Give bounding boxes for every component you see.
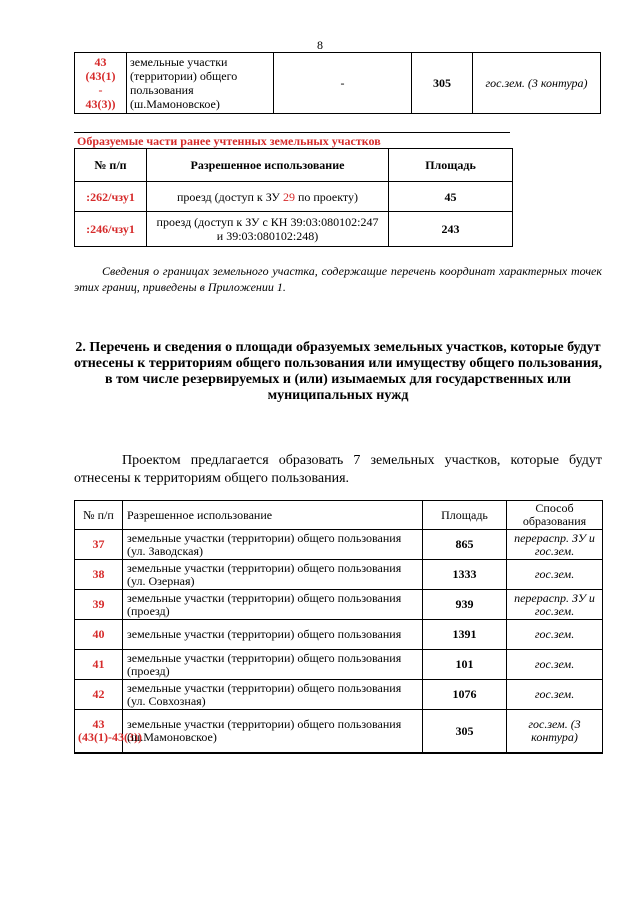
area-value: 865 bbox=[423, 530, 507, 560]
formation-method: гос.зем. bbox=[507, 560, 603, 590]
table-header-row bbox=[75, 149, 513, 182]
area-value: 243 bbox=[389, 212, 513, 247]
area-value: 45 bbox=[389, 182, 513, 212]
table-row bbox=[75, 710, 603, 754]
permitted-use: земельные участки (территории) общего пользования (ш.Мамоновское) bbox=[127, 53, 274, 114]
header-use: Разрешенное использование bbox=[123, 501, 423, 530]
row-number: 42 bbox=[75, 680, 123, 710]
table-header-row bbox=[75, 501, 603, 530]
row-number: :246/чзу1 bbox=[75, 212, 147, 247]
row-number: 41 bbox=[75, 650, 123, 680]
formation-method: перераспр. ЗУ и гос.зем. bbox=[507, 590, 603, 620]
row-number: 43 (43(1) - 43(3)) bbox=[75, 53, 127, 114]
plots-table bbox=[74, 500, 603, 754]
permitted-use: земельные участки (территории) общего пользования (ул. Озерная) bbox=[123, 560, 423, 590]
formation-method: перераспр. ЗУ и гос.зем. bbox=[507, 530, 603, 560]
area-value: 1391 bbox=[423, 620, 507, 650]
area-value: 939 bbox=[423, 590, 507, 620]
formation-method: гос.зем. bbox=[507, 620, 603, 650]
header-num: № п/п bbox=[75, 149, 147, 182]
header-area: Площадь bbox=[423, 501, 507, 530]
table-row bbox=[75, 590, 603, 620]
top-table bbox=[74, 52, 601, 114]
section-title: 2. Перечень и сведения о площади образуемых земельных участков, которые будут отнесены к территориям общего пользования или имуществу общего пользования, в том числе резервируемых и (или) изымаемых для государственных или муниципальных нужд bbox=[74, 340, 602, 403]
permitted-use: земельные участки (территории) общего пользования (ул. Совхозная) bbox=[123, 680, 423, 710]
parts-table bbox=[74, 148, 513, 247]
row-number: 40 bbox=[75, 620, 123, 650]
formation-method: гос.зем. (3 контура) bbox=[473, 53, 601, 114]
plot-reference: 29 bbox=[282, 189, 295, 204]
header-num: № п/п bbox=[75, 501, 123, 530]
table-row bbox=[75, 212, 513, 247]
header-method: Способ образования bbox=[507, 501, 603, 530]
area-value: 305 bbox=[412, 53, 473, 114]
table-row bbox=[75, 530, 603, 560]
permitted-use: проезд (доступ к ЗУ с КН 39:03:080102:247 и 39:03:080102:248) bbox=[147, 212, 389, 247]
table-row bbox=[75, 680, 603, 710]
intro-paragraph: Проектом предлагается образовать 7 земельных участков, которые будут отнесены к территориям общего пользования. bbox=[74, 453, 602, 486]
area-value: 1076 bbox=[423, 680, 507, 710]
table-row bbox=[75, 182, 513, 212]
formation-method: гос.зем. (3 контура) bbox=[507, 710, 603, 754]
formation-method: гос.зем. bbox=[507, 650, 603, 680]
area-value: 1333 bbox=[423, 560, 507, 590]
dash-cell: - bbox=[274, 53, 412, 114]
row-number: 39 bbox=[75, 590, 123, 620]
permitted-use: земельные участки (территории) общего пользования bbox=[123, 620, 423, 650]
area-value: 101 bbox=[423, 650, 507, 680]
formation-method: гос.зем. bbox=[507, 680, 603, 710]
page-number: 8 bbox=[317, 38, 323, 52]
table-row bbox=[75, 560, 603, 590]
row-number: 43 (43(1)-43(3)) bbox=[75, 710, 123, 754]
row-number: :262/чзу1 bbox=[75, 182, 147, 212]
table-row bbox=[75, 650, 603, 680]
permitted-use: проезд (доступ к ЗУ 29 по проекту) bbox=[147, 182, 389, 212]
row-number: 38 bbox=[75, 560, 123, 590]
table-row bbox=[75, 53, 601, 114]
area-value: 305 bbox=[423, 710, 507, 754]
permitted-use: земельные участки (территории) общего пользования (ш.Мамоновское) bbox=[123, 710, 423, 754]
header-area: Площадь bbox=[389, 149, 513, 182]
table-row bbox=[75, 620, 603, 650]
parts-table-title: Образуемые части ранее учтенных земельных участков bbox=[74, 132, 510, 148]
coordinates-note: Сведения о границах земельного участка, содержащие перечень координат характерных точек этих границ, приведены в Приложении 1. bbox=[74, 264, 602, 294]
row-number: 37 bbox=[75, 530, 123, 560]
permitted-use: земельные участки (территории) общего пользования (ул. Заводская) bbox=[123, 530, 423, 560]
permitted-use: земельные участки (территории) общего пользования (проезд) bbox=[123, 590, 423, 620]
header-use: Разрешенное использование bbox=[147, 149, 389, 182]
permitted-use: земельные участки (территории) общего пользования (проезд) bbox=[123, 650, 423, 680]
